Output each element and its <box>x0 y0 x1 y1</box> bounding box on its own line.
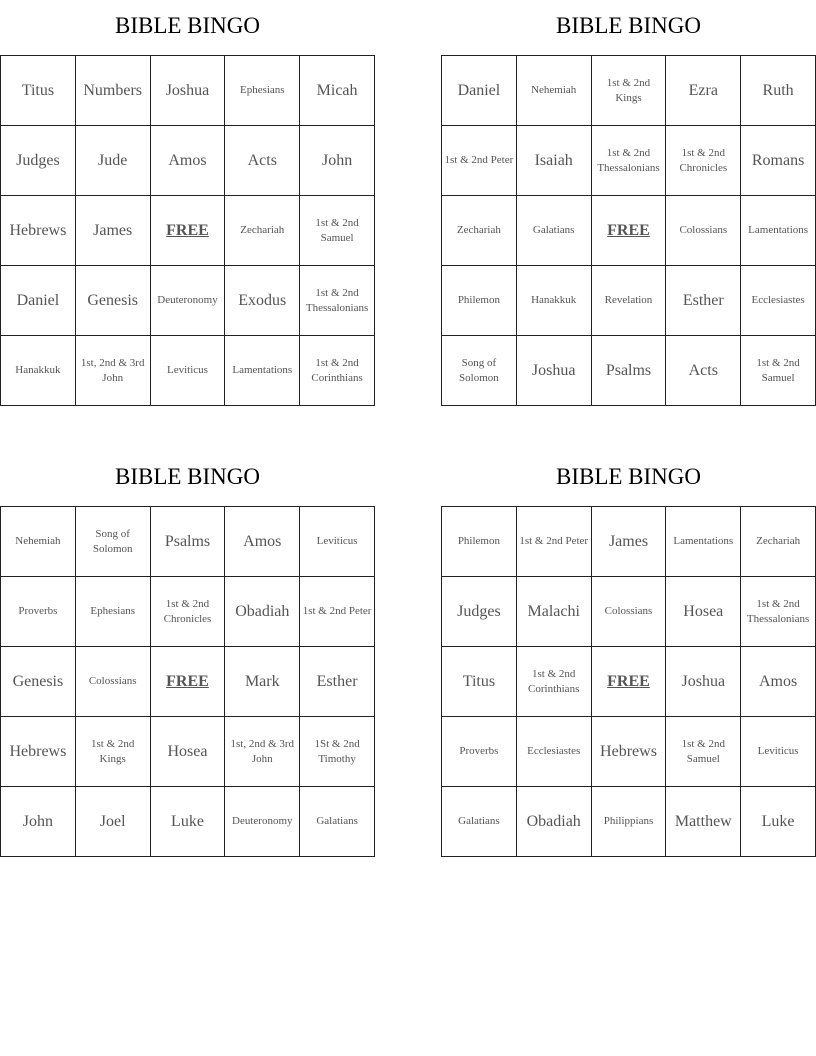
bingo-cell: 1st & 2nd Chronicles <box>150 577 225 647</box>
bingo-cell: Acts <box>225 126 300 196</box>
bingo-cell: 1st & 2nd Peter <box>442 126 517 196</box>
bingo-cell: Daniel <box>1 266 76 336</box>
bingo-cell: Deuteronomy <box>225 787 300 857</box>
bingo-cell: Philemon <box>442 507 517 577</box>
grid-row <box>442 56 816 126</box>
bingo-cell: Hanakkuk <box>1 336 76 406</box>
bingo-cell: Philemon <box>442 266 517 336</box>
bingo-cell: Hanakkuk <box>516 266 591 336</box>
bingo-cell: 1st & 2nd Thessalonians <box>591 126 666 196</box>
bingo-cell: Acts <box>666 336 741 406</box>
bingo-cell: Isaiah <box>516 126 591 196</box>
bingo-cell: Genesis <box>75 266 150 336</box>
bingo-cell: Joshua <box>666 647 741 717</box>
bingo-cell: Galatians <box>516 196 591 266</box>
bingo-cell: Titus <box>1 56 76 126</box>
bingo-cell: Joel <box>75 787 150 857</box>
bingo-cell: 1st & 2nd Samuel <box>666 717 741 787</box>
bingo-cell: Proverbs <box>1 577 76 647</box>
bingo-cell: 1st & 2nd Peter <box>516 507 591 577</box>
bingo-cell: Luke <box>150 787 225 857</box>
bingo-cell: Judges <box>1 126 76 196</box>
bingo-cell: 1st & 2nd Chronicles <box>666 126 741 196</box>
bingo-cell: Proverbs <box>442 717 517 787</box>
card-title: BIBLE BINGO <box>114 13 261 38</box>
bingo-cell: Leviticus <box>300 507 375 577</box>
bingo-card-3 <box>0 451 375 857</box>
bingo-grid <box>441 506 816 857</box>
bingo-cell: Galatians <box>300 787 375 857</box>
bingo-cell: Lamentations <box>666 507 741 577</box>
bingo-cell: James <box>591 507 666 577</box>
bingo-cell: Song of Solomon <box>442 336 517 406</box>
bingo-cell: Esther <box>666 266 741 336</box>
grid-row <box>1 647 375 717</box>
bingo-cell: Exodus <box>225 266 300 336</box>
grid-row <box>442 507 816 577</box>
bingo-cell: Zechariah <box>741 507 816 577</box>
grid-row <box>442 577 816 647</box>
bingo-cell: Romans <box>741 126 816 196</box>
bingo-cell: 1St & 2nd Timothy <box>300 717 375 787</box>
grid-row <box>1 196 375 266</box>
grid-row <box>1 787 375 857</box>
bingo-cell: Hosea <box>150 717 225 787</box>
bingo-cell: Amos <box>150 126 225 196</box>
bingo-cell: Zechariah <box>225 196 300 266</box>
bingo-cell: Joshua <box>516 336 591 406</box>
bingo-cell: 1st & 2nd Kings <box>591 56 666 126</box>
bingo-cell: Mark <box>225 647 300 717</box>
bingo-cell: 1st & 2nd Thessalonians <box>741 577 816 647</box>
bingo-cell: Philippians <box>591 787 666 857</box>
bingo-cell: Amos <box>225 507 300 577</box>
bingo-cell: Nehemiah <box>1 507 76 577</box>
bingo-cell: Numbers <box>75 56 150 126</box>
bingo-cell: Ruth <box>741 56 816 126</box>
bingo-cell: Lamentations <box>741 196 816 266</box>
bingo-cell: Obadiah <box>516 787 591 857</box>
bingo-cell: Song of Solomon <box>75 507 150 577</box>
bingo-cell: 1st & 2nd Corinthians <box>516 647 591 717</box>
grid-row <box>442 787 816 857</box>
bingo-cell: James <box>75 196 150 266</box>
grid-row <box>442 647 816 717</box>
grid-row <box>1 507 375 577</box>
bingo-cell: Ezra <box>666 56 741 126</box>
grid-row <box>442 717 816 787</box>
bingo-cell: Hosea <box>666 577 741 647</box>
bingo-cell: Ecclesiastes <box>516 717 591 787</box>
bingo-cell: Micah <box>300 56 375 126</box>
card-title: BIBLE BINGO <box>555 464 702 489</box>
bingo-grid <box>441 55 816 406</box>
bingo-card-2 <box>441 0 816 406</box>
bingo-cell: Revelation <box>591 266 666 336</box>
bingo-cell: Deuteronomy <box>150 266 225 336</box>
bingo-cell: Titus <box>442 647 517 717</box>
bingo-cell: John <box>300 126 375 196</box>
card-title: BIBLE BINGO <box>555 13 702 38</box>
bingo-cell: Daniel <box>442 56 517 126</box>
bingo-cell: Ephesians <box>75 577 150 647</box>
bingo-cell: Lamentations <box>225 336 300 406</box>
bingo-cell: 1st & 2nd Thessalonians <box>300 266 375 336</box>
free-space: FREE <box>150 647 225 717</box>
bingo-cell: Colossians <box>666 196 741 266</box>
bingo-cell: Hebrews <box>591 717 666 787</box>
bingo-cell: Psalms <box>150 507 225 577</box>
grid-row <box>1 126 375 196</box>
grid-row <box>1 336 375 406</box>
bingo-cell: Joshua <box>150 56 225 126</box>
bingo-card-1 <box>0 0 375 406</box>
bingo-cell: Colossians <box>75 647 150 717</box>
bingo-cell: Obadiah <box>225 577 300 647</box>
bingo-cell: Genesis <box>1 647 76 717</box>
bingo-cell: John <box>1 787 76 857</box>
bingo-cell: Galatians <box>442 787 517 857</box>
bingo-cell: 1st & 2nd Corinthians <box>300 336 375 406</box>
bingo-cell: Nehemiah <box>516 56 591 126</box>
bingo-cell: 1st & 2nd Samuel <box>300 196 375 266</box>
grid-row <box>1 266 375 336</box>
bingo-cell: 1st, 2nd & 3rd John <box>75 336 150 406</box>
grid-row <box>1 56 375 126</box>
bingo-cell: Colossians <box>591 577 666 647</box>
bingo-cell: Judges <box>442 577 517 647</box>
bingo-cell: Leviticus <box>741 717 816 787</box>
bingo-cell: Malachi <box>516 577 591 647</box>
bingo-cell: Hebrews <box>1 196 76 266</box>
bingo-cell: Psalms <box>591 336 666 406</box>
bingo-grid <box>0 55 375 406</box>
bingo-cell: 1st & 2nd Samuel <box>741 336 816 406</box>
grid-row <box>442 196 816 266</box>
grid-row <box>1 717 375 787</box>
card-title: BIBLE BINGO <box>114 464 261 489</box>
bingo-cell: Hebrews <box>1 717 76 787</box>
bingo-cell: Ephesians <box>225 56 300 126</box>
bingo-cell: Matthew <box>666 787 741 857</box>
grid-row <box>442 126 816 196</box>
bingo-card-4 <box>441 451 816 857</box>
bingo-cell: Zechariah <box>442 196 517 266</box>
grid-row <box>442 336 816 406</box>
bingo-cell: 1st & 2nd Peter <box>300 577 375 647</box>
bingo-cell: Jude <box>75 126 150 196</box>
free-space: FREE <box>591 647 666 717</box>
bingo-cell: Ecclesiastes <box>741 266 816 336</box>
free-space: FREE <box>591 196 666 266</box>
bingo-cell: Luke <box>741 787 816 857</box>
bingo-cell: 1st & 2nd Kings <box>75 717 150 787</box>
grid-row <box>442 266 816 336</box>
grid-row <box>1 577 375 647</box>
bingo-cell: Amos <box>741 647 816 717</box>
bingo-cell: 1st, 2nd & 3rd John <box>225 717 300 787</box>
free-space: FREE <box>150 196 225 266</box>
bingo-grid <box>0 506 375 857</box>
bingo-cell: Leviticus <box>150 336 225 406</box>
bingo-cell: Esther <box>300 647 375 717</box>
